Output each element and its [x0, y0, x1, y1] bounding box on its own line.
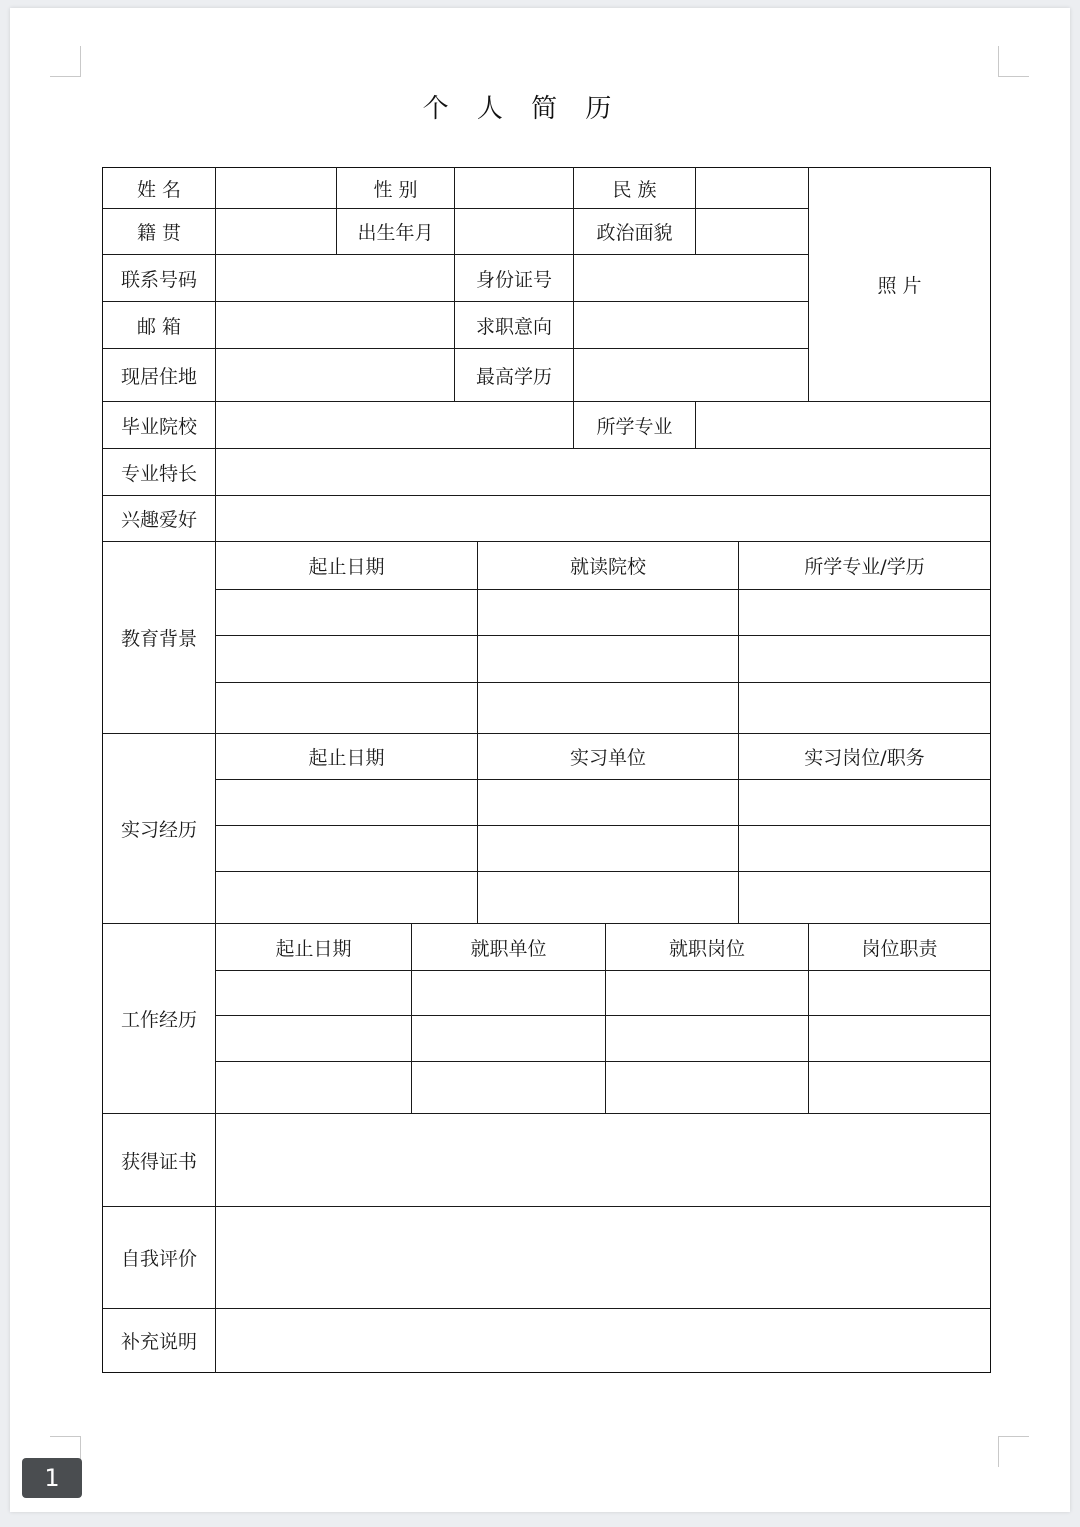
- gender-label: 性 别: [373, 178, 418, 201]
- major-label: 所学专业: [596, 415, 673, 438]
- supplement-label: 补充说明: [120, 1331, 197, 1353]
- internship-column-header: 实习岗位/职务: [804, 747, 925, 769]
- internship-label: 实习经历: [120, 819, 197, 841]
- work-column-header: 岗位职责: [861, 937, 938, 960]
- ethnicity-label: 民 族: [612, 178, 657, 201]
- political-status-label: 政治面貌: [596, 222, 673, 244]
- education-column-header: 所学专业/学历: [804, 556, 925, 578]
- id-number-label: 身份证号: [475, 268, 552, 291]
- education-column-header: 就读院校: [569, 556, 646, 578]
- job-intention-label: 求职意向: [475, 315, 552, 338]
- internship-column-header: 起止日期: [308, 747, 385, 769]
- hobbies-label: 兴趣爱好: [120, 509, 197, 531]
- certificates-label: 获得证书: [120, 1150, 197, 1173]
- address-label: 现居住地: [120, 365, 197, 388]
- name-label: 姓 名: [136, 178, 182, 201]
- work-column-header: 起止日期: [275, 937, 352, 960]
- education-column-header: 起止日期: [308, 556, 385, 578]
- email-label: 邮 箱: [136, 315, 182, 338]
- phone-label: 联系号码: [120, 268, 197, 291]
- crop-mark: [998, 1436, 1029, 1467]
- self-evaluation-label: 自我评价: [120, 1248, 197, 1270]
- work-column-header: 就职单位: [470, 937, 547, 960]
- specialty-label: 专业特长: [120, 462, 197, 485]
- page-title: 个 人 简 历: [422, 94, 622, 124]
- school-label: 毕业院校: [120, 415, 197, 438]
- education-label: 教育背景: [120, 628, 197, 650]
- photo-placeholder: 照 片: [877, 275, 922, 297]
- birth-date-label: 出生年月: [357, 222, 434, 244]
- native-place-label: 籍 贯: [136, 222, 182, 244]
- education-level-label: 最高学历: [475, 365, 552, 388]
- page-number-badge[interactable]: 1: [22, 1458, 82, 1498]
- internship-column-header: 实习单位: [569, 747, 646, 769]
- work-column-header: 就职岗位: [668, 937, 745, 960]
- work-label: 工作经历: [120, 1009, 197, 1031]
